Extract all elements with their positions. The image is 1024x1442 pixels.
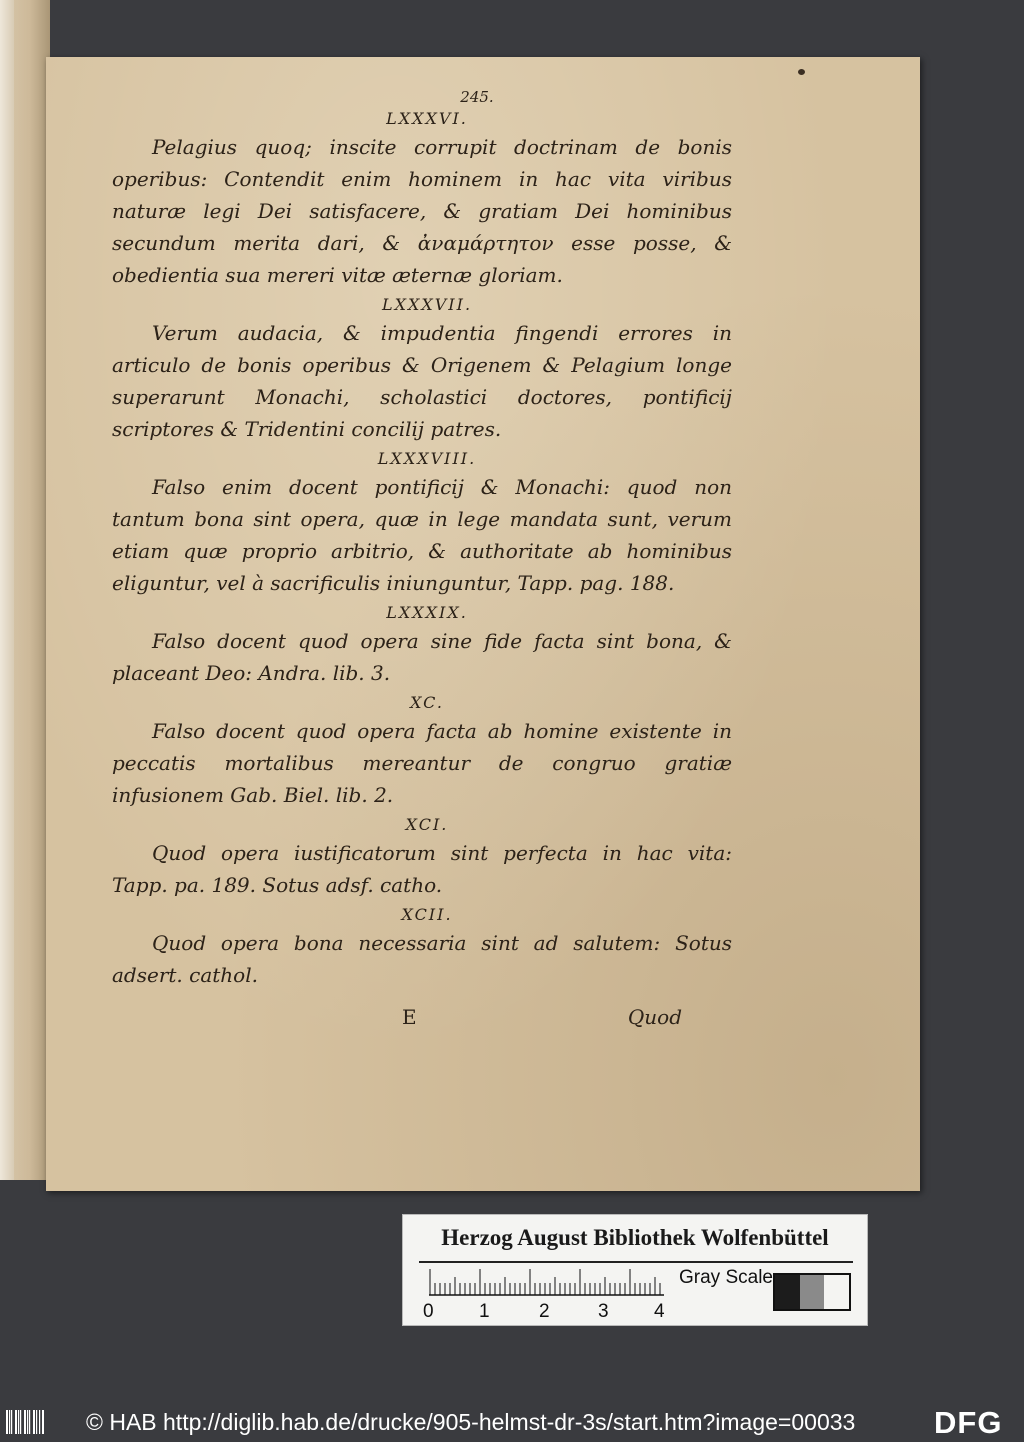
library-name: Herzog August Bibliothek Wolfenbüttel (441, 1225, 829, 1250)
barcode-bar (9, 1410, 10, 1434)
dfg-logo: DFG (934, 1405, 1003, 1440)
label-divider (419, 1261, 853, 1263)
copyright-url[interactable]: © HAB http://diglib.hab.de/drucke/905-helmst-dr-3s/start.htm?image=00033 (86, 1409, 856, 1435)
barcode-bar (11, 1410, 12, 1434)
barcode-bar (42, 1410, 44, 1434)
book-page (46, 57, 920, 1191)
ruler-number: 0 (423, 1301, 434, 1322)
ruler-scale (429, 1267, 664, 1297)
page-number: 245. (460, 88, 494, 106)
section-heading: LXXXVIII. (377, 449, 477, 468)
section-text: Quod opera iustificatorum sint perfecta in hac vita: Tapp. pa. 189. Sotus adsf. catho. (112, 841, 732, 897)
section-heading: LXXXVII. (381, 295, 473, 314)
gray-swatch-light (824, 1275, 849, 1309)
gray-scale-label: Gray Scale (679, 1267, 773, 1288)
barcode-bar (29, 1410, 30, 1434)
barcode-bar (18, 1410, 19, 1434)
barcode-icon (6, 1408, 46, 1436)
section-text: Falso docent quod opera sine fide facta sint bona, & placeant Deo: Andra. lib. 3. (112, 629, 732, 685)
barcode-bar (20, 1410, 21, 1434)
page-text (112, 87, 732, 1033)
barcode-bar (27, 1410, 28, 1434)
barcode-bar (15, 1410, 17, 1434)
section-heading: LXXXIX. (386, 603, 468, 622)
gray-scale-swatches (773, 1273, 851, 1311)
catchword: Quod (627, 1005, 682, 1029)
ink-spot (798, 69, 805, 75)
section-text: Falso enim docent pontificij & Monachi: quod non tantum bona sint opera, quæ in lege mandata sunt, verum etiam quæ proprio arbitrio, & authoritate ab hominibus eliguntur, vel à sacrificulis iniunguntur, Tapp. pag. 188. (112, 475, 732, 595)
footer-bar (0, 1402, 1024, 1442)
ruler-number: 2 (539, 1301, 550, 1322)
barcode-bar (6, 1410, 8, 1434)
gray-swatch-dark (775, 1275, 800, 1309)
section-heading: LXXXVI. (386, 109, 468, 128)
ruler-number: 1 (479, 1301, 490, 1322)
signature-mark: E (402, 1005, 417, 1029)
ruler-number: 3 (598, 1301, 609, 1322)
section-heading: XCI. (405, 815, 449, 834)
gray-swatch-mid (800, 1275, 825, 1309)
section-heading: XC. (410, 693, 444, 712)
section-heading: XCII. (401, 905, 453, 924)
barcode-bar (39, 1410, 40, 1434)
section-text: Quod opera bona necessaria sint ad salutem: Sotus adsert. cathol. (112, 931, 732, 987)
page-footer-line (402, 1001, 682, 1033)
barcode-bar (33, 1410, 35, 1434)
ruler-number: 4 (654, 1301, 665, 1322)
section-text: Verum audacia, & impudentia fingendi errores in articulo de bonis operibus & Origenem & Pelagium longe superarunt Monachi, scholastici doctores, pontificij scriptores & Tridentini concilij patres. (112, 321, 732, 441)
previous-page-margin (0, 0, 14, 1180)
barcode-bar (24, 1410, 26, 1434)
barcode-bar (36, 1410, 37, 1434)
section-text: Falso docent quod opera facta ab homine existente in peccatis mortalibus mereantur de congruo gratiæ infusionem Gab. Biel. lib. 2. (112, 719, 732, 807)
library-color-card (402, 1214, 868, 1326)
section-text: Pelagius quoq; inscite corrupit doctrinam de bonis operibus: Contendit enim hominem in hac vita viribus naturæ legi Dei satisfacere, & gratiam Dei hominibus secundum merita dari, & ἀναμάρτητον esse posse, & obedientia sua mereri vitæ æternæ gloriam. (112, 135, 732, 287)
